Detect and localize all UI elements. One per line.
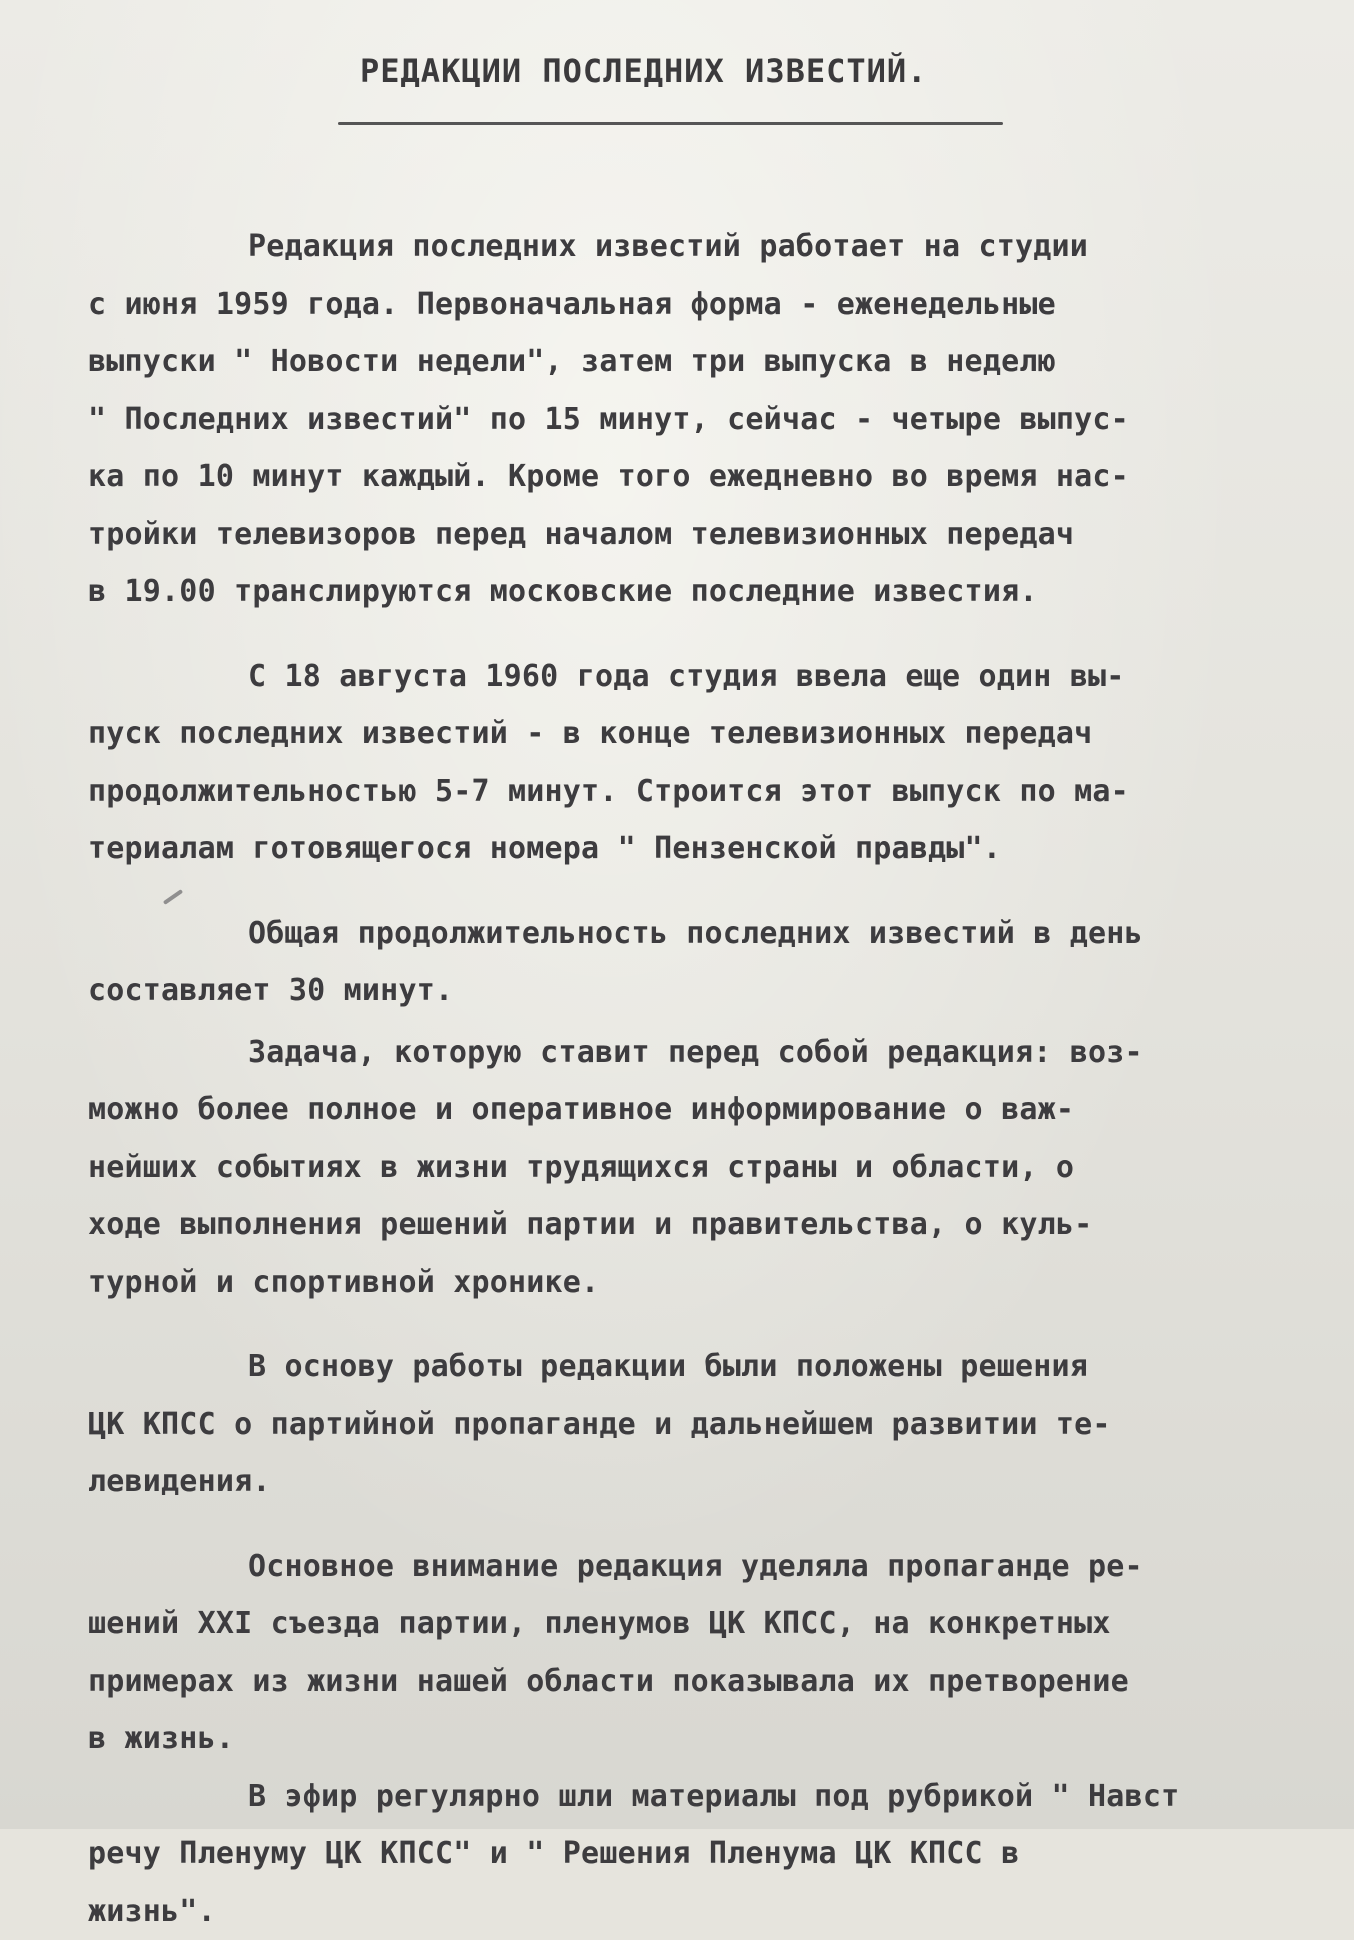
text-line: ЦК КПСС о партийной пропаганде и дальнейшем развитии те- <box>88 1396 1338 1454</box>
text-line: нейших событиях в жизни трудящихся страны и области, о <box>88 1139 1338 1197</box>
text-line: Задача, которую ставит перед собой редакция: воз- <box>88 1024 1338 1082</box>
paragraph-7 <box>88 1768 1338 1940</box>
text-line: пуск последних известий - в конце телевизионных передач <box>88 705 1338 763</box>
text-line: Основное внимание редакция уделяла пропаганде ре- <box>88 1538 1338 1596</box>
text-line: с июня 1959 года. Первоначальная форма - еженедельные <box>88 276 1338 334</box>
text-line: тройки телевизоров перед началом телевизионных передач <box>88 506 1338 564</box>
text-line: в 19.00 транслируются московские последние известия. <box>88 563 1338 621</box>
text-line: продолжительностью 5-7 минут. Строится этот выпуск по ма- <box>88 763 1338 821</box>
text-line: ходе выполнения решений партии и правительства, о куль- <box>88 1196 1338 1254</box>
text-line: " Последних известий" по 15 минут, сейчас - четыре выпус- <box>88 391 1338 449</box>
text-line: в жизнь. <box>88 1710 1338 1768</box>
text-line: ка по 10 минут каждый. Кроме того ежедневно во время нас- <box>88 448 1338 506</box>
text-line: составляет 30 минут. <box>88 962 1338 1020</box>
text-line: можно более полное и оперативное информирование о важ- <box>88 1081 1338 1139</box>
page-title: РЕДАКЦИИ ПОСЛЕДНИХ ИЗВЕСТИЙ. <box>360 52 1000 90</box>
text-line: С 18 августа 1960 года студия ввела еще один вы- <box>88 648 1338 706</box>
paragraph-6 <box>88 1538 1338 1768</box>
text-line: выпуски " Новости недели", затем три выпуска в неделю <box>88 333 1338 391</box>
paragraph-4 <box>88 1024 1338 1312</box>
text-line: турной и спортивной хронике. <box>88 1254 1338 1312</box>
text-line: жизнь". <box>88 1883 1338 1940</box>
text-line: левидения. <box>88 1453 1338 1511</box>
paragraph-3 <box>88 905 1338 1020</box>
paragraph-2 <box>88 648 1338 878</box>
document-body <box>88 218 1338 1940</box>
text-line: речу Пленуму ЦК КПСС" и " Решения Пленума ЦК КПСС в <box>88 1825 1338 1883</box>
paragraph-1 <box>88 218 1338 621</box>
title-underline <box>338 122 1003 125</box>
text-line: В основу работы редакции были положены решения <box>88 1338 1338 1396</box>
text-line: примерах из жизни нашей области показывала их претворение <box>88 1653 1338 1711</box>
text-line: шений XXI съезда партии, пленумов ЦК КПСС, на конкретных <box>88 1595 1338 1653</box>
text-line: Общая продолжительность последних известий в день <box>88 905 1338 963</box>
paragraph-5 <box>88 1338 1338 1511</box>
text-line: Редакция последних известий работает на студии <box>88 218 1338 276</box>
text-line: В эфир регулярно шли материалы под рубрикой " Навст <box>88 1768 1338 1826</box>
text-line: териалам готовящегося номера " Пензенской правды". <box>88 820 1338 878</box>
